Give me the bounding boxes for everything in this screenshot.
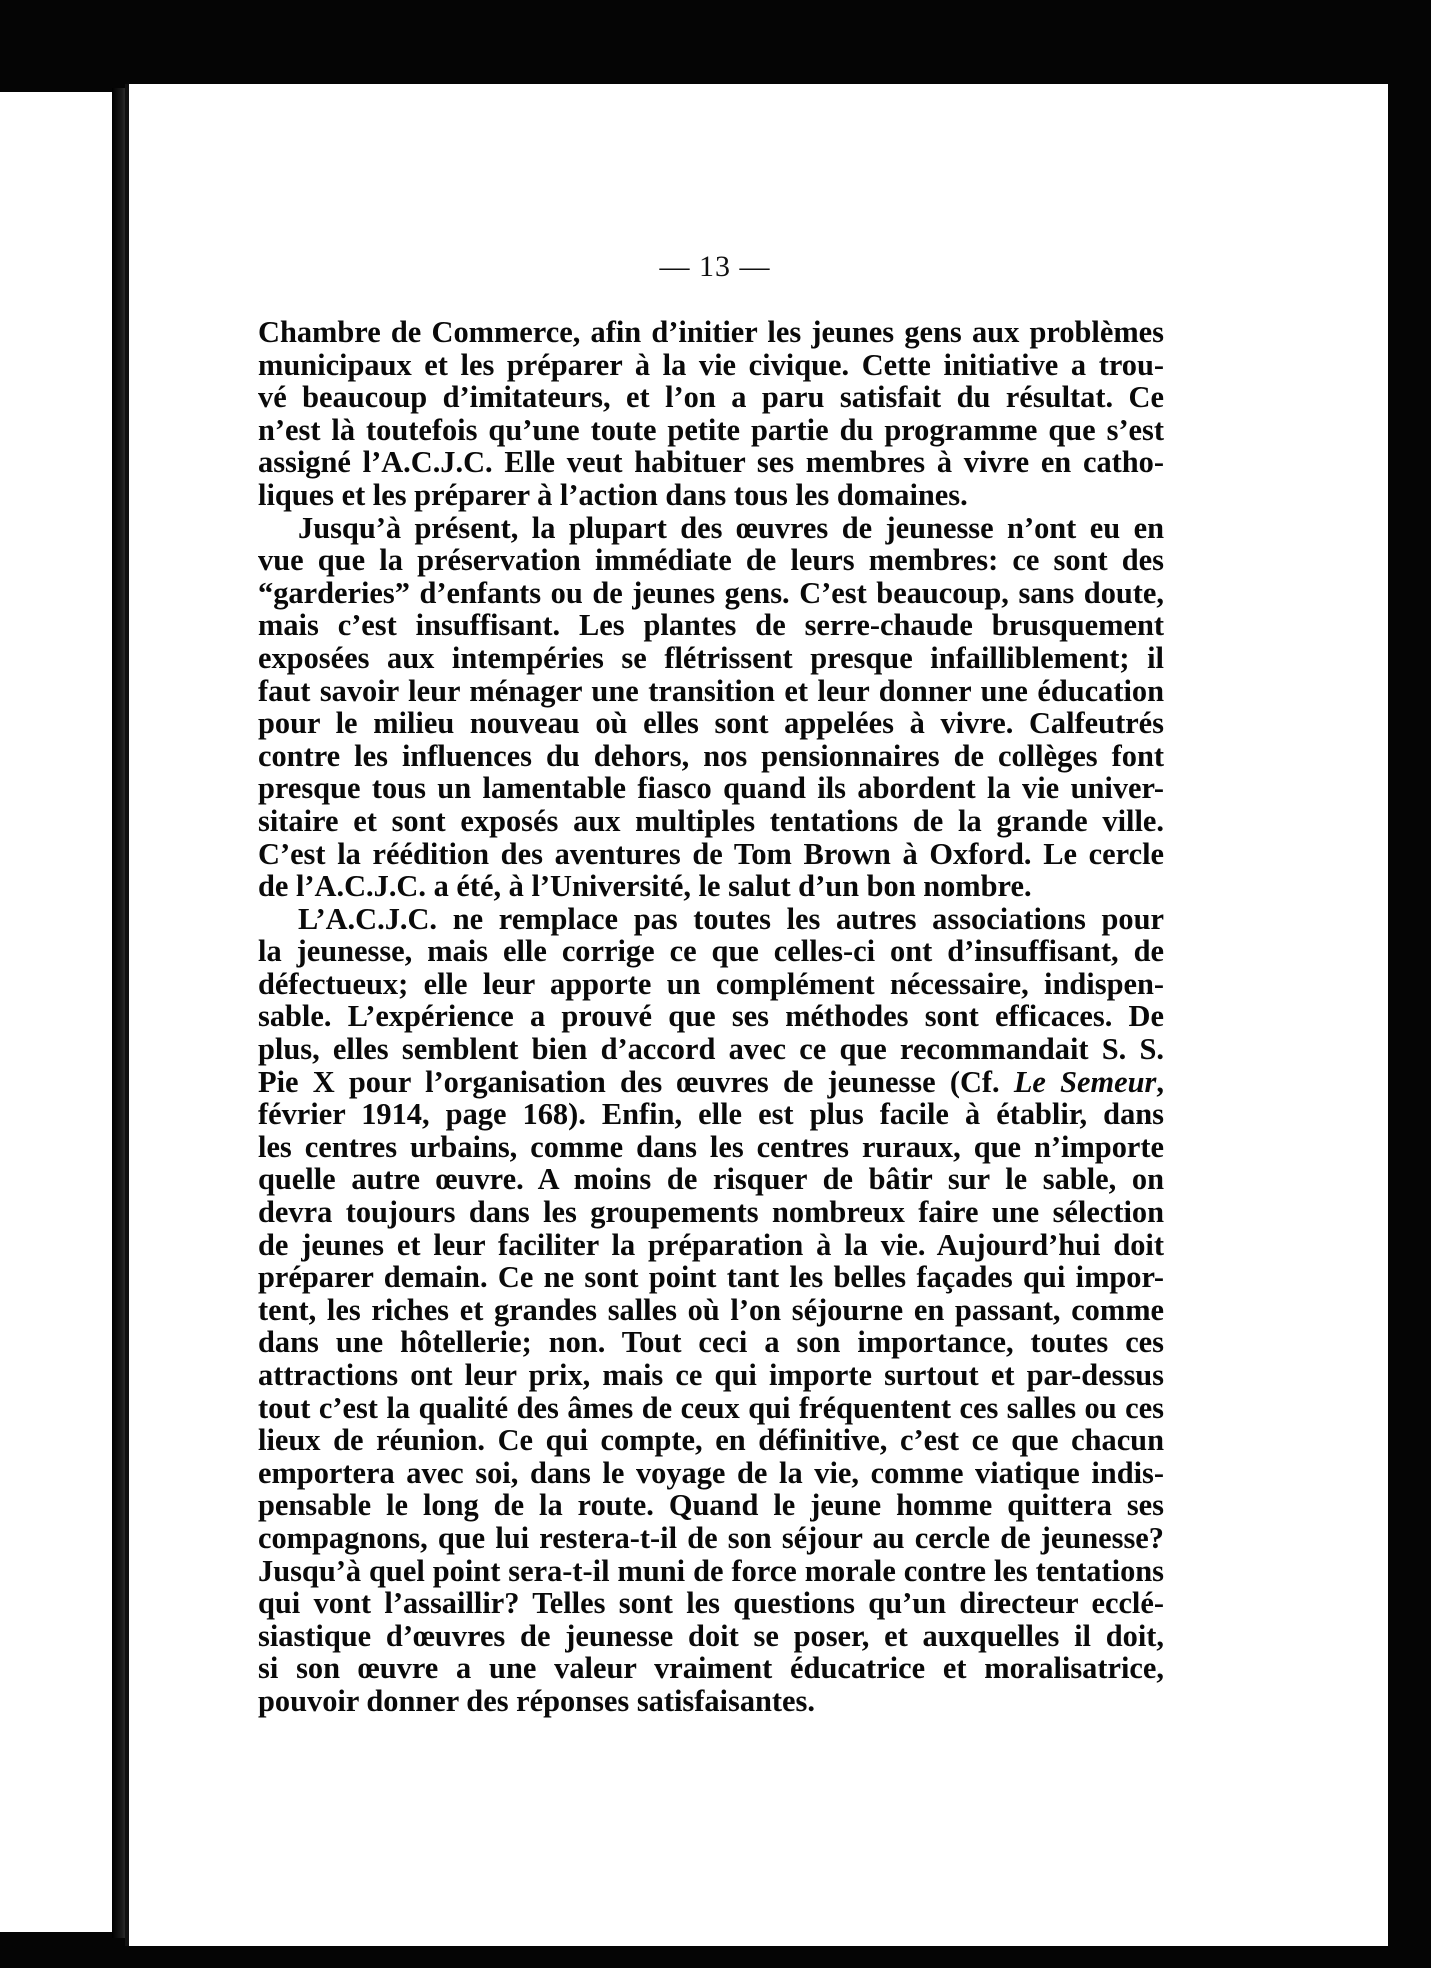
body-text bbox=[258, 316, 1164, 1718]
paragraph bbox=[258, 316, 1164, 512]
text-line: de jeunes et leur faciliter la préparation à la vie. Aujourd’hui doit bbox=[258, 1227, 1164, 1262]
text-line: Jusqu’à quel point sera-t-il muni de force morale contre les tentations bbox=[258, 1553, 1164, 1588]
text-line: les centres urbains, comme dans les centres ruraux, que n’importe bbox=[258, 1129, 1164, 1164]
left-page-edge bbox=[0, 92, 115, 1932]
text-line: de l’A.C.J.C. a été, à l’Université, le salut d’un bon nombre. bbox=[258, 869, 1032, 904]
text-line: lieux de réunion. Ce qui compte, en définitive, c’est ce que chacun bbox=[258, 1423, 1164, 1458]
text-line: mais c’est insuffisant. Les plantes de serre-chaude brusquement bbox=[258, 608, 1164, 643]
text-line: Jusqu’à présent, la plupart des œuvres de jeunesse n’ont eu en bbox=[298, 510, 1164, 545]
text-line: Chambre de Commerce, afin d’initier les jeunes gens aux problèmes bbox=[258, 315, 1164, 349]
paragraph bbox=[258, 903, 1164, 1718]
text-line: vé beaucoup d’imitateurs, et l’on a paru satisfait du résultat. Ce bbox=[258, 380, 1164, 415]
text-line: assigné l’A.C.J.C. Elle veut habituer ses membres à vivre en catho- bbox=[258, 445, 1164, 480]
text-line: sitaire et sont exposés aux multiples tentations de la grande ville. bbox=[258, 803, 1164, 838]
text-line: devra toujours dans les groupements nombreux faire une sélection bbox=[258, 1195, 1164, 1230]
text-line: C’est la réédition des aventures de Tom Brown à Oxford. Le cercle bbox=[258, 836, 1164, 871]
text-line: siastique d’œuvres de jeunesse doit se poser, et auxquelles il doit, bbox=[258, 1618, 1164, 1653]
text-line: L’A.C.J.C. ne remplace pas toutes les autres associations pour bbox=[298, 901, 1164, 936]
text-line: qui vont l’assaillir? Telles sont les questions qu’un directeur ecclé- bbox=[258, 1586, 1164, 1621]
text-line: si son œuvre a une valeur vraiment éducatrice et moralisatrice, bbox=[258, 1651, 1164, 1686]
text-line: pour le milieu nouveau où elles sont appelées à vivre. Calfeutrés bbox=[258, 706, 1164, 741]
text-line: dans une hôtellerie; non. Tout ceci a son importance, toutes ces bbox=[258, 1325, 1164, 1360]
journal-title: Le Semeur bbox=[1013, 1064, 1157, 1099]
text-line: n’est là toutefois qu’une toute petite partie du programme que s’est bbox=[258, 412, 1164, 447]
text-line: Pie X pour l’organisation des œuvres de jeunesse (Cf. Le Semeur, bbox=[258, 1064, 1164, 1099]
text-line: “garderies” d’enfants ou de jeunes gens. C’est beaucoup, sans doute, bbox=[258, 575, 1164, 610]
text-line: exposées aux intempéries se flétrissent presque infailliblement; il bbox=[258, 640, 1164, 675]
page-number: — 13 — bbox=[659, 250, 771, 283]
text-line: quelle autre œuvre. A moins de risquer de bâtir sur le sable, on bbox=[258, 1162, 1164, 1197]
text-line: pensable le long de la route. Quand le jeune homme quittera ses bbox=[258, 1488, 1164, 1523]
text-line: défectueux; elle leur apporte un complément nécessaire, indispen- bbox=[258, 966, 1164, 1001]
text-line: compagnons, que lui restera-t-il de son séjour au cercle de jeunesse? bbox=[258, 1520, 1164, 1555]
text-line: tent, les riches et grandes salles où l’on séjourne en passant, comme bbox=[258, 1292, 1164, 1327]
text-line: presque tous un lamentable fiasco quand ils abordent la vie univer- bbox=[258, 771, 1164, 806]
text-line: contre les influences du dehors, nos pensionnaires de collèges font bbox=[258, 738, 1164, 773]
text-line: liques et les préparer à l’action dans tous les domaines. bbox=[258, 477, 968, 512]
text-line: municipaux et les préparer à la vie civique. Cette initiative a trou- bbox=[258, 347, 1164, 382]
text-line: février 1914, page 168). Enfin, elle est plus facile à établir, dans bbox=[258, 1097, 1164, 1132]
text-line: faut savoir leur ménager une transition et leur donner une éducation bbox=[258, 673, 1164, 708]
paragraph bbox=[258, 512, 1164, 903]
text-line: sable. L’expérience a prouvé que ses méthodes sont efficaces. De bbox=[258, 999, 1164, 1034]
text-line: pouvoir donner des réponses satisfaisantes. bbox=[258, 1683, 815, 1718]
text-line: attractions ont leur prix, mais ce qui importe surtout et par-dessus bbox=[258, 1358, 1164, 1392]
text-line: plus, elles semblent bien d’accord avec ce que recommandait S. S. bbox=[258, 1032, 1164, 1067]
text-line: la jeunesse, mais elle corrige ce que celles-ci ont d’insuffisant, de bbox=[258, 934, 1164, 969]
text-line: tout c’est la qualité des âmes de ceux qui fréquentent ces salles ou ces bbox=[258, 1390, 1164, 1425]
text-line: vue que la préservation immédiate de leurs membres: ce sont des bbox=[258, 543, 1164, 578]
text-line: emportera avec soi, dans le voyage de la vie, comme viatique indis- bbox=[258, 1455, 1164, 1490]
text-line: préparer demain. Ce ne sont point tant les belles façades qui impor- bbox=[258, 1260, 1164, 1295]
